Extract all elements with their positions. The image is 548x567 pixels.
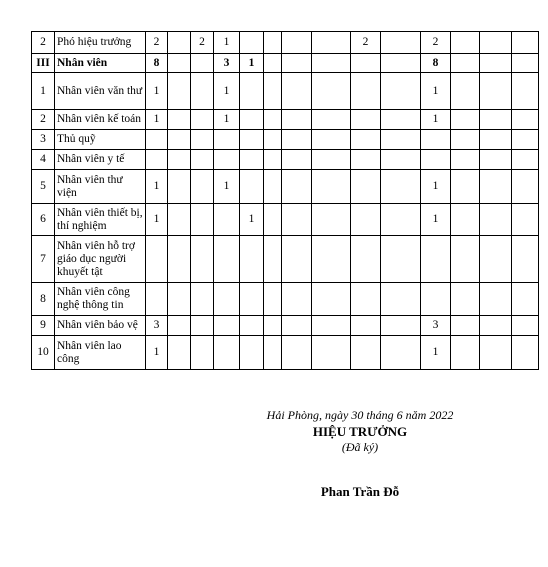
- position-name: Phó hiệu trưởng: [55, 32, 146, 54]
- count-cell: 1: [421, 204, 451, 236]
- count-cell: [264, 110, 282, 130]
- count-cell: [312, 204, 351, 236]
- count-cell: [264, 236, 282, 283]
- count-cell: [381, 336, 421, 370]
- count-cell: [381, 236, 421, 283]
- count-cell: [351, 316, 381, 336]
- count-cell: [191, 130, 214, 150]
- count-cell: [480, 283, 512, 316]
- row-number: 9: [32, 316, 55, 336]
- count-cell: [312, 32, 351, 54]
- count-cell: [264, 170, 282, 204]
- count-cell: [312, 236, 351, 283]
- table-row: [32, 170, 539, 204]
- count-cell: [381, 110, 421, 130]
- count-cell: [421, 150, 451, 170]
- row-number: 5: [32, 170, 55, 204]
- count-cell: [168, 73, 191, 110]
- count-cell: [168, 336, 191, 370]
- count-cell: [451, 236, 480, 283]
- count-cell: [451, 110, 480, 130]
- count-cell: [421, 236, 451, 283]
- count-cell: [480, 204, 512, 236]
- count-cell: [381, 204, 421, 236]
- position-name: Nhân viên: [55, 54, 146, 73]
- count-cell: [480, 110, 512, 130]
- count-cell: [480, 130, 512, 150]
- count-cell: [421, 130, 451, 150]
- count-cell: [282, 150, 312, 170]
- count-cell: [168, 54, 191, 73]
- position-name: Nhân viên thiết bị, thí nghiệm: [55, 204, 146, 236]
- count-cell: [451, 150, 480, 170]
- count-cell: 2: [351, 32, 381, 54]
- count-cell: [168, 283, 191, 316]
- count-cell: [282, 316, 312, 336]
- count-cell: [351, 150, 381, 170]
- row-number: 10: [32, 336, 55, 370]
- count-cell: [351, 236, 381, 283]
- count-cell: 3: [146, 316, 168, 336]
- count-cell: [282, 73, 312, 110]
- table-row: [32, 110, 539, 130]
- count-cell: 1: [146, 336, 168, 370]
- row-number: 6: [32, 204, 55, 236]
- count-cell: [146, 150, 168, 170]
- count-cell: [312, 150, 351, 170]
- count-cell: [451, 32, 480, 54]
- count-cell: [512, 150, 539, 170]
- count-cell: [264, 150, 282, 170]
- count-cell: [451, 204, 480, 236]
- count-cell: [282, 110, 312, 130]
- position-name: Nhân viên thư viện: [55, 170, 146, 204]
- table-row: [32, 130, 539, 150]
- count-cell: 1: [421, 73, 451, 110]
- count-cell: [512, 170, 539, 204]
- count-cell: [191, 150, 214, 170]
- table-row: [32, 204, 539, 236]
- count-cell: [191, 54, 214, 73]
- count-cell: [240, 32, 264, 54]
- count-cell: [214, 204, 240, 236]
- count-cell: [351, 73, 381, 110]
- count-cell: [480, 316, 512, 336]
- position-name: Nhân viên hỗ trợ giáo dục người khuyết tật: [55, 236, 146, 283]
- count-cell: [451, 170, 480, 204]
- count-cell: [264, 283, 282, 316]
- count-cell: [214, 336, 240, 370]
- signature-title: HIỆU TRƯỞNG: [312, 424, 408, 439]
- count-cell: [282, 283, 312, 316]
- count-cell: [168, 316, 191, 336]
- row-number: 4: [32, 150, 55, 170]
- count-cell: [264, 316, 282, 336]
- position-name: Nhân viên lao công: [55, 336, 146, 370]
- count-cell: 3: [214, 54, 240, 73]
- staff-table: [31, 31, 539, 370]
- count-cell: [451, 54, 480, 73]
- count-cell: [351, 283, 381, 316]
- count-cell: [381, 54, 421, 73]
- count-cell: [240, 336, 264, 370]
- count-cell: [168, 130, 191, 150]
- count-cell: [451, 336, 480, 370]
- count-cell: [351, 54, 381, 73]
- count-cell: 1: [146, 73, 168, 110]
- count-cell: [480, 236, 512, 283]
- count-cell: [512, 236, 539, 283]
- count-cell: [381, 283, 421, 316]
- count-cell: [381, 170, 421, 204]
- count-cell: [168, 110, 191, 130]
- count-cell: [146, 283, 168, 316]
- count-cell: [240, 73, 264, 110]
- row-number: 2: [32, 32, 55, 54]
- count-cell: [191, 204, 214, 236]
- count-cell: [191, 110, 214, 130]
- count-cell: [282, 204, 312, 236]
- signature-date-line: Hải Phòng, ngày 30 tháng 6 năm 2022: [266, 408, 454, 422]
- count-cell: [282, 170, 312, 204]
- count-cell: 1: [146, 204, 168, 236]
- count-cell: [282, 32, 312, 54]
- table-row: [32, 150, 539, 170]
- count-cell: [214, 316, 240, 336]
- count-cell: 2: [191, 32, 214, 54]
- count-cell: [480, 54, 512, 73]
- count-cell: [381, 316, 421, 336]
- count-cell: [451, 73, 480, 110]
- count-cell: [240, 170, 264, 204]
- position-name: Nhân viên bảo vệ: [55, 316, 146, 336]
- table-row: [32, 54, 539, 73]
- count-cell: [381, 73, 421, 110]
- count-cell: [312, 130, 351, 150]
- count-cell: [191, 73, 214, 110]
- row-number: 3: [32, 130, 55, 150]
- count-cell: [480, 336, 512, 370]
- count-cell: [312, 110, 351, 130]
- count-cell: [451, 283, 480, 316]
- count-cell: [146, 236, 168, 283]
- count-cell: [381, 130, 421, 150]
- count-cell: [512, 336, 539, 370]
- position-name: Nhân viên văn thư: [55, 73, 146, 110]
- row-number: 8: [32, 283, 55, 316]
- count-cell: [381, 32, 421, 54]
- count-cell: [312, 73, 351, 110]
- count-cell: [282, 236, 312, 283]
- count-cell: 1: [214, 170, 240, 204]
- count-cell: 1: [146, 170, 168, 204]
- count-cell: [264, 73, 282, 110]
- count-cell: [512, 110, 539, 130]
- count-cell: [191, 236, 214, 283]
- count-cell: 1: [240, 204, 264, 236]
- row-number: 2: [32, 110, 55, 130]
- count-cell: [191, 170, 214, 204]
- count-cell: [512, 283, 539, 316]
- table-row: [32, 32, 539, 54]
- count-cell: [214, 283, 240, 316]
- position-name: Thủ quỹ: [55, 130, 146, 150]
- count-cell: 8: [421, 54, 451, 73]
- staff-table-body: [32, 32, 539, 370]
- count-cell: [191, 316, 214, 336]
- count-cell: [264, 32, 282, 54]
- count-cell: [480, 73, 512, 110]
- count-cell: 1: [146, 110, 168, 130]
- position-name: Nhân viên y tế: [55, 150, 146, 170]
- count-cell: [480, 170, 512, 204]
- count-cell: [168, 170, 191, 204]
- table-row: [32, 336, 539, 370]
- count-cell: 3: [421, 316, 451, 336]
- count-cell: [264, 336, 282, 370]
- position-name: Nhân viên công nghệ thông tin: [55, 283, 146, 316]
- count-cell: [240, 236, 264, 283]
- count-cell: [264, 130, 282, 150]
- count-cell: [451, 316, 480, 336]
- count-cell: [282, 54, 312, 73]
- count-cell: [168, 32, 191, 54]
- count-cell: [351, 110, 381, 130]
- count-cell: [240, 150, 264, 170]
- count-cell: [240, 110, 264, 130]
- count-cell: 1: [421, 336, 451, 370]
- count-cell: [480, 32, 512, 54]
- count-cell: [146, 130, 168, 150]
- count-cell: [240, 283, 264, 316]
- count-cell: 2: [146, 32, 168, 54]
- count-cell: [312, 170, 351, 204]
- count-cell: [381, 150, 421, 170]
- count-cell: 1: [421, 110, 451, 130]
- count-cell: [264, 204, 282, 236]
- signer-name: Phan Trần Đỗ: [320, 484, 400, 499]
- count-cell: [240, 316, 264, 336]
- table-row: [32, 316, 539, 336]
- count-cell: [351, 204, 381, 236]
- count-cell: [351, 170, 381, 204]
- count-cell: 1: [421, 170, 451, 204]
- count-cell: [312, 316, 351, 336]
- count-cell: 1: [214, 110, 240, 130]
- count-cell: [451, 130, 480, 150]
- count-cell: [312, 283, 351, 316]
- count-cell: [282, 130, 312, 150]
- row-number: 7: [32, 236, 55, 283]
- position-name: Nhân viên kế toán: [55, 110, 146, 130]
- count-cell: [168, 150, 191, 170]
- count-cell: [421, 283, 451, 316]
- count-cell: [512, 54, 539, 73]
- count-cell: [264, 54, 282, 73]
- count-cell: 1: [240, 54, 264, 73]
- count-cell: [351, 336, 381, 370]
- table-row: [32, 73, 539, 110]
- count-cell: [191, 336, 214, 370]
- count-cell: [312, 54, 351, 73]
- row-number: III: [32, 54, 55, 73]
- count-cell: [240, 130, 264, 150]
- count-cell: [191, 283, 214, 316]
- count-cell: [351, 130, 381, 150]
- count-cell: [282, 336, 312, 370]
- signature-note: (Đã ký): [341, 440, 379, 454]
- count-cell: [168, 236, 191, 283]
- count-cell: [168, 204, 191, 236]
- count-cell: 8: [146, 54, 168, 73]
- count-cell: [512, 130, 539, 150]
- count-cell: [214, 150, 240, 170]
- count-cell: [512, 204, 539, 236]
- row-number: 1: [32, 73, 55, 110]
- count-cell: 1: [214, 73, 240, 110]
- count-cell: [312, 336, 351, 370]
- table-row: [32, 236, 539, 283]
- count-cell: [214, 130, 240, 150]
- table-row: [32, 283, 539, 316]
- count-cell: 1: [214, 32, 240, 54]
- count-cell: [512, 316, 539, 336]
- count-cell: [214, 236, 240, 283]
- count-cell: [512, 73, 539, 110]
- count-cell: 2: [421, 32, 451, 54]
- count-cell: [480, 150, 512, 170]
- count-cell: [512, 32, 539, 54]
